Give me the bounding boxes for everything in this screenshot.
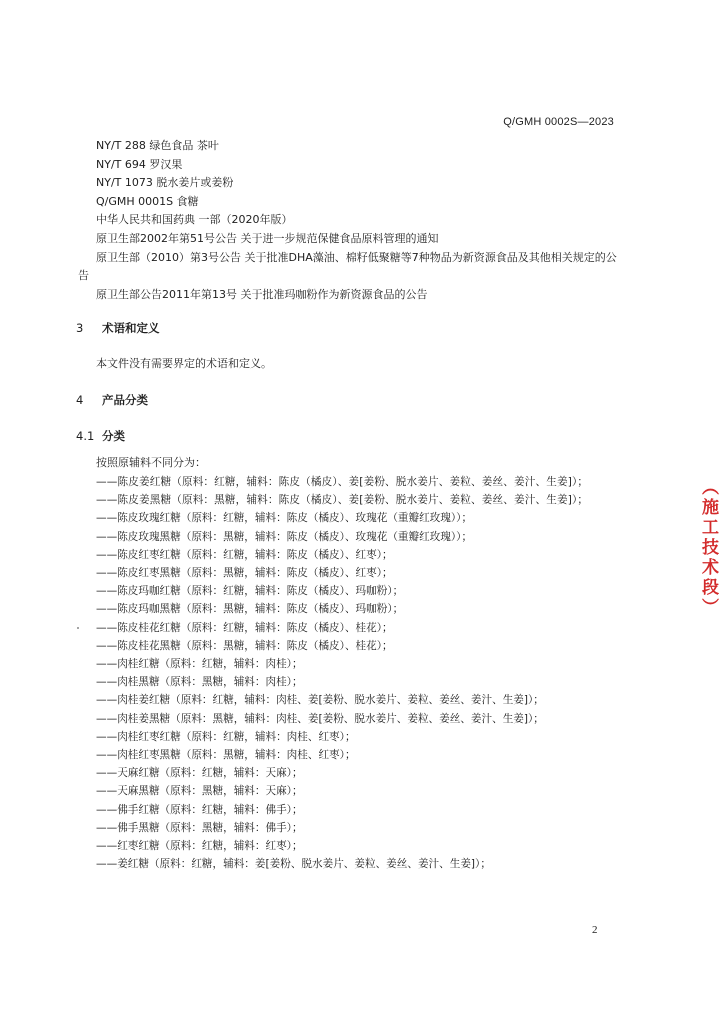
list-item: ——姜红糖（原料：红糖，辅料：姜[姜粉、脱水姜片、姜粒、姜丝、姜汁、生姜]）； [96, 858, 491, 871]
reference-item: 原卫生部（2010）第3号公告 关于批准DHA藻油、棉籽低聚糖等7种物品为新资源食品及其他相关规定的公告 [78, 250, 617, 283]
section-number: 3 [76, 321, 84, 335]
list-item: ——肉桂姜红糖（原料：红糖，辅料：肉桂、姜[姜粉、脱水姜片、姜粒、姜丝、姜汁、生姜]）； [96, 694, 544, 707]
list-item: ——肉桂红糖（原料：红糖，辅料：肉桂）； [96, 658, 303, 671]
list-item: ——陈皮姜红糖（原料：红糖，辅料：陈皮（橘皮）、姜[姜粉、脱水姜片、姜粒、姜丝、姜汁、生姜]）； [96, 476, 589, 488]
document-code: Q/GMH 0002S—2023 [503, 116, 614, 128]
list-item: ——陈皮桂花黑糖（原料：黑糖，辅料：陈皮（橘皮）、桂花）； [96, 639, 393, 652]
section-4-heading [76, 392, 148, 408]
normative-references-list [78, 137, 626, 304]
list-item: ——陈皮红枣黑糖（原料：黑糖，辅料：陈皮（橘皮）、红枣）； [96, 567, 393, 580]
list-item: ——肉桂红枣红糖（原料：红糖，辅料：肉桂、红枣）； [96, 730, 356, 743]
section-title: 术语和定义 [102, 321, 160, 335]
list-item: ——肉桂黑糖（原料：黑糖，辅料：肉桂）； [96, 676, 303, 689]
classification-list [96, 473, 626, 873]
reference-item: NY/T 1073 脱水姜片或姜粉 [96, 176, 234, 190]
reference-item: 中华人民共和国药典 一部（2020年版） [96, 213, 293, 227]
list-item: ——陈皮玫瑰黑糖（原料：黑糖，辅料：陈皮（橘皮）、玫瑰花（重瓣红玫瑰））； [96, 530, 473, 543]
list-item: ——陈皮姜黑糖（原料：黑糖，辅料：陈皮（橘皮）、姜[姜粉、脱水姜片、姜粒、姜丝、姜汁、生姜]）； [96, 494, 589, 507]
list-item: ——天麻黑糖（原料：黑糖，辅料：天麻）； [96, 785, 303, 798]
list-item: ——天麻红糖（原料：红糖，辅料：天麻）； [96, 767, 303, 780]
list-item: ——陈皮玛咖红糖（原料：红糖，辅料：陈皮（橘皮）、玛咖粉）； [96, 585, 404, 598]
section-number: 4 [76, 393, 84, 407]
list-item: ——佛手黑糖（原料：黑糖，辅料：佛手）； [96, 821, 303, 834]
list-item: ——肉桂红枣黑糖（原料：黑糖，辅料：肉桂、红枣）； [96, 749, 356, 762]
list-item: ——陈皮玛咖黑糖（原料：黑糖，辅料：陈皮（橘皮）、玛咖粉）； [96, 603, 404, 616]
page-number: 2 [592, 924, 598, 936]
reference-item: 原卫生部公告2011年第13号 关于批准玛咖粉作为新资源食品的公告 [96, 287, 428, 301]
section-title: 产品分类 [102, 393, 148, 407]
section-3-text: 本文件没有需要界定的术语和定义。 [96, 357, 272, 370]
classification-intro: 按照原辅料不同分为： [96, 456, 206, 469]
list-item: ——陈皮桂花红糖（原料：红糖，辅料：陈皮（橘皮）、桂花）； [96, 621, 393, 634]
subsection-number: 4.1 [76, 429, 95, 443]
reference-item: 原卫生部2002年第51号公告 关于进一步规范保健食品原料管理的通知 [96, 231, 439, 245]
list-item: ——佛手红糖（原料：红糖，辅料：佛手）； [96, 803, 303, 816]
reference-item: Q/GMH 0001S 食糖 [96, 194, 199, 208]
section-3-heading [76, 320, 160, 336]
reference-item: NY/T 694 罗汉果 [96, 157, 183, 171]
scan-speck [77, 627, 79, 629]
list-item: ——陈皮红枣红糖（原料：红糖，辅料：陈皮（橘皮）、红枣）； [96, 548, 393, 561]
red-seal-stamp: （施工技术段） [698, 478, 718, 618]
list-item: ——红枣红糖（原料：红糖，辅料：红枣）； [96, 840, 303, 853]
list-item: ——陈皮玫瑰红糖（原料：红糖，辅料：陈皮（橘皮）、玫瑰花（重瓣红玫瑰））； [96, 512, 473, 525]
subsection-title: 分类 [102, 429, 125, 443]
subsection-4-1-heading [76, 428, 125, 444]
reference-item: NY/T 288 绿色食品 茶叶 [96, 139, 219, 152]
list-item: ——肉桂姜黑糖（原料：黑糖，辅料：肉桂、姜[姜粉、脱水姜片、姜粒、姜丝、姜汁、生姜]）； [96, 712, 544, 725]
